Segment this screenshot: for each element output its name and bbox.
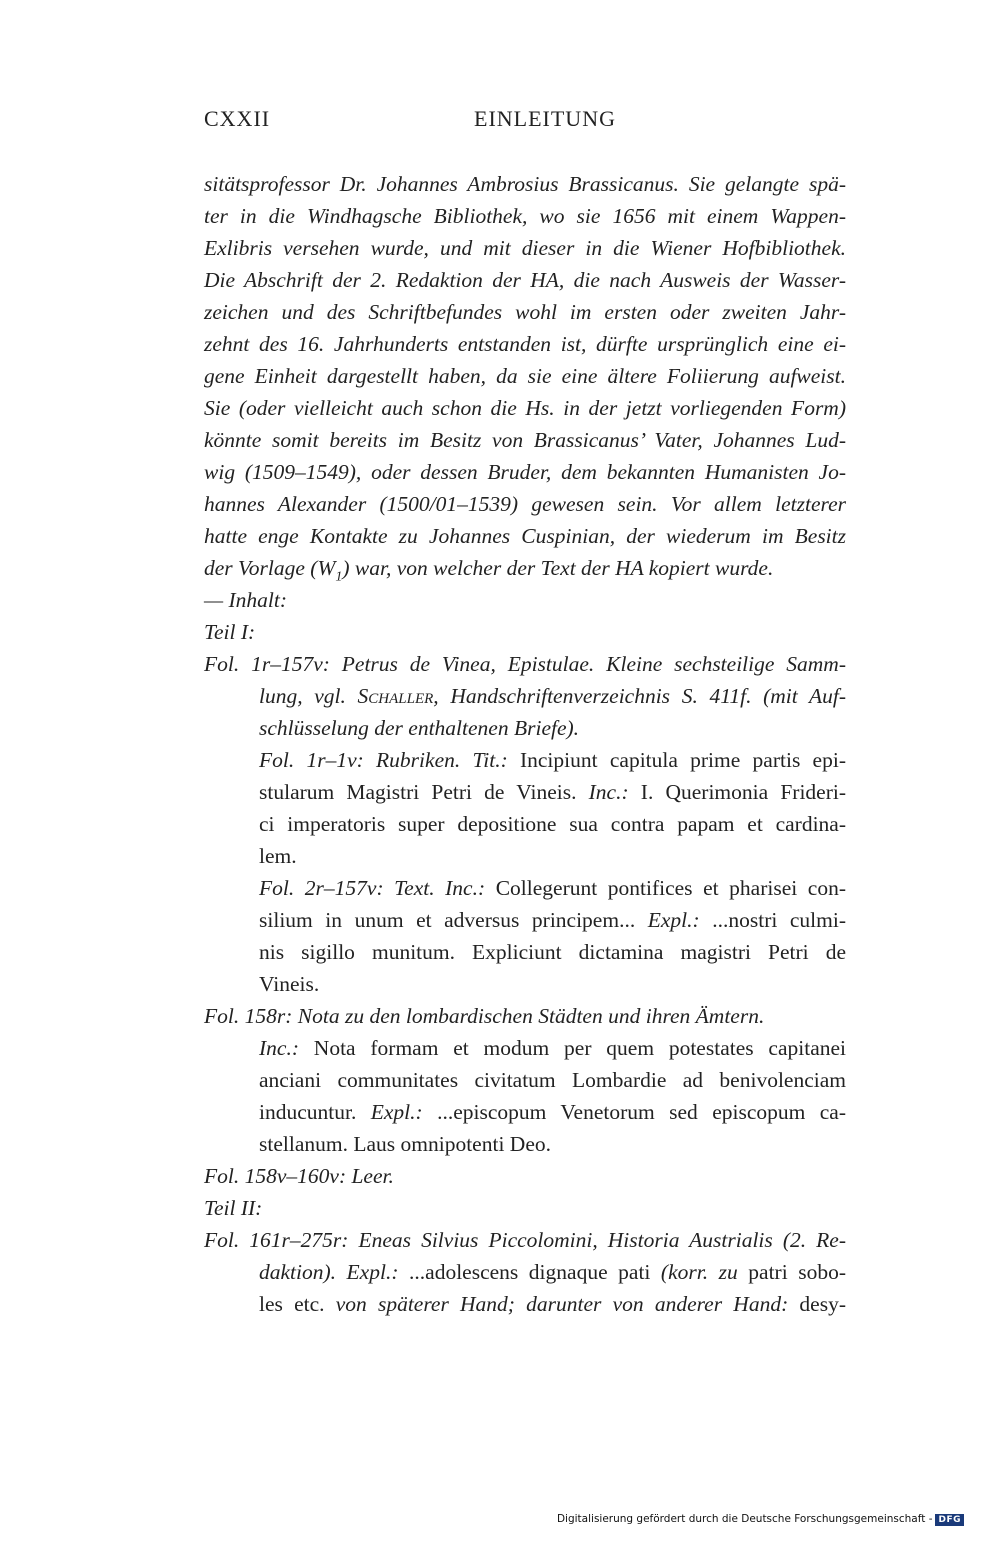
text-line bbox=[204, 1032, 846, 1064]
text-line: lem. bbox=[259, 844, 297, 868]
text-line: — Inhalt: bbox=[204, 588, 288, 612]
text-line: könnte somit bereits im Besitz von Brassicanus’ Vater, Johannes Lud- bbox=[204, 428, 846, 452]
text-run: Collegerunt pontifices et pharisei con- bbox=[485, 876, 846, 900]
text-line: Teil I: bbox=[204, 620, 256, 644]
subscript: 1 bbox=[335, 569, 343, 585]
footer-text: Digitalisierung gefördert durch die Deutsche Forschungsgemeinschaft - bbox=[556, 1513, 933, 1525]
text-line bbox=[204, 872, 846, 904]
text-line: ci imperatoris super depositione sua contra papam et cardina- bbox=[259, 812, 846, 836]
author-name: Schaller bbox=[357, 684, 434, 708]
text-line: Sie (oder vielleicht auch schon die Hs. in der jetzt vorliegenden Form) bbox=[204, 396, 846, 420]
text-line: Die Abschrift der 2. Redaktion der HA, die nach Ausweis der Wasser- bbox=[204, 268, 846, 292]
text-run: les etc. bbox=[259, 1292, 336, 1316]
text-line: hannes Alexander (1500/01–1539) gewesen sein. Vor allem letzterer bbox=[204, 492, 846, 516]
running-title: EINLEITUNG bbox=[474, 106, 616, 131]
body-text bbox=[204, 168, 846, 1320]
text-run: patri sobo- bbox=[737, 1260, 846, 1284]
digitization-footer bbox=[557, 1513, 964, 1526]
text-line: Fol. 158r: Nota zu den lombardischen Städten und ihren Ämtern. bbox=[204, 1004, 765, 1028]
text-line: hatte enge Kontakte zu Johannes Cuspinian, der wiederum im Besitz bbox=[204, 524, 846, 548]
text-line bbox=[204, 776, 846, 808]
text-line: zeichen und des Schriftbefundes wohl im ersten oder zweiten Jahr- bbox=[204, 300, 846, 324]
text-run: ...episcopum Venetorum sed episcopum ca- bbox=[422, 1100, 846, 1124]
text-line: Fol. 1r–157v: Petrus de Vinea, Epistulae. Kleine sechsteilige Samm- bbox=[204, 652, 846, 676]
text-run: lung, vgl. bbox=[259, 684, 358, 708]
text-line bbox=[204, 904, 846, 936]
text-line bbox=[204, 1256, 846, 1288]
text-run: ) war, von welcher der Text der HA kopiert wurde. bbox=[342, 556, 774, 580]
text-run: Inc.: bbox=[588, 780, 629, 804]
text-run: von späterer Hand; darunter von anderer Hand: bbox=[335, 1292, 789, 1316]
text-line: Fol. 158v–160v: Leer. bbox=[204, 1164, 394, 1188]
text-line: sitätsprofessor Dr. Johannes Ambrosius Brassicanus. Sie gelangte spä- bbox=[204, 172, 846, 196]
text-line bbox=[204, 744, 846, 776]
text-line: Exlibris versehen wurde, und mit dieser in die Wiener Hofbibliothek. bbox=[204, 236, 846, 260]
text-line bbox=[204, 1096, 846, 1128]
text-run: Fol. 1r–1v: Rubriken. Tit.: bbox=[259, 748, 508, 772]
text-run: ...nostri culmi- bbox=[699, 908, 846, 932]
text-line: gene Einheit dargestellt haben, da sie eine ältere Foliierung aufweist. bbox=[204, 364, 846, 388]
text-run: stularum Magistri Petri de Vineis. bbox=[259, 780, 589, 804]
text-run: Expl.: bbox=[647, 908, 700, 932]
page-number: CXXII bbox=[204, 106, 271, 131]
text-run: (korr. zu bbox=[660, 1260, 738, 1284]
text-line: ter in die Windhagsche Bibliothek, wo sie 1656 mit einem Wappen- bbox=[204, 204, 846, 228]
text-run: Fol. 2r–157v: Text. Inc.: bbox=[259, 876, 486, 900]
text-line: anciani communitates civitatum Lombardie ad benivolenciam bbox=[259, 1068, 846, 1092]
text-line: wig (1509–1549), oder dessen Bruder, dem bekannten Humanisten Jo- bbox=[204, 460, 846, 484]
text-run: silium in unum et adversus principem... bbox=[259, 908, 648, 932]
text-line: Fol. 161r–275r: Eneas Silvius Piccolomini, Historia Austrialis (2. Re- bbox=[204, 1228, 846, 1252]
text-run: , Handschriftenverzeichnis S. 411f. (mit Auf- bbox=[433, 684, 846, 708]
text-run: ...adolescens dignaque pati bbox=[398, 1260, 661, 1284]
text-run: Nota formam et modum per quem potestates capitanei bbox=[299, 1036, 846, 1060]
text-line: stellanum. Laus omnipotenti Deo. bbox=[259, 1132, 551, 1156]
text-line bbox=[204, 1288, 846, 1320]
text-run: desy- bbox=[788, 1292, 846, 1316]
text-line bbox=[204, 552, 846, 584]
text-run: Expl.: bbox=[370, 1100, 423, 1124]
text-line: zehnt des 16. Jahrhunderts entstanden ist, dürfte ursprünglich eine ei- bbox=[204, 332, 846, 356]
text-line: nis sigillo munitum. Expliciunt dictamina magistri Petri de bbox=[259, 940, 846, 964]
text-line: schlüsselung der enthaltenen Briefe). bbox=[259, 716, 580, 740]
text-run: Incipiunt capitula prime partis epi- bbox=[507, 748, 846, 772]
running-header bbox=[204, 106, 846, 136]
text-run: inducuntur. bbox=[259, 1100, 371, 1124]
text-run: I. Querimonia Frideri- bbox=[628, 780, 847, 804]
text-run: der Vorlage (W bbox=[204, 556, 336, 580]
text-run: Inc.: bbox=[259, 1036, 299, 1060]
text-run: daktion). Expl.: bbox=[259, 1260, 399, 1284]
text-line: Vineis. bbox=[259, 972, 320, 996]
dfg-logo: DFG bbox=[935, 1514, 964, 1526]
text-line bbox=[204, 680, 846, 712]
text-line: Teil II: bbox=[204, 1196, 263, 1220]
